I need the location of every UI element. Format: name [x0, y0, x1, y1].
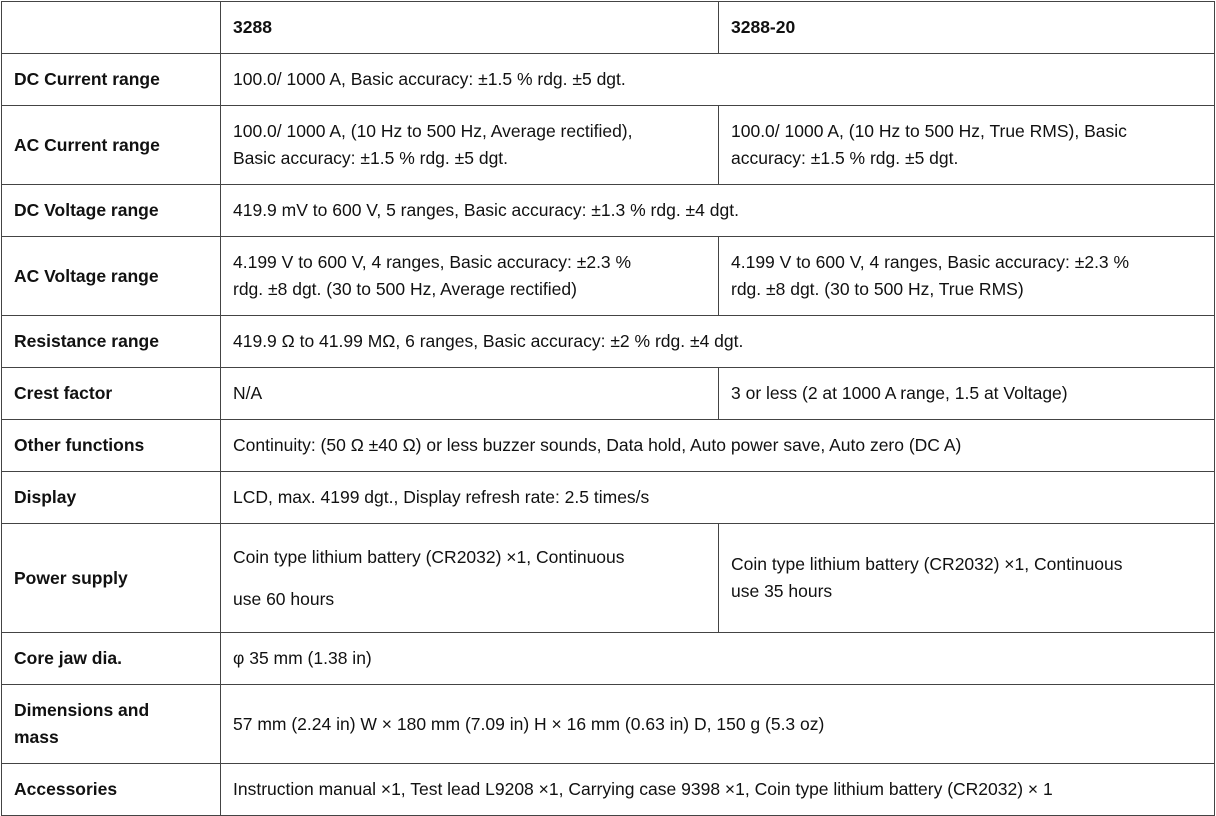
row-value-core-jaw: φ 35 mm (1.38 in) [221, 633, 1215, 685]
row-label-accessories: Accessories [2, 764, 221, 816]
header-model-3288: 3288 [221, 2, 719, 54]
row-label-resistance: Resistance range [2, 316, 221, 368]
ac-current-3288-line1: 100.0/ 1000 A, (10 Hz to 500 Hz, Average rectified), [233, 121, 633, 141]
table-header-row [2, 2, 1215, 54]
table-row-dimensions [2, 685, 1215, 764]
row-value-ac-voltage-3288-20 [719, 237, 1215, 316]
table-row-crest-factor [2, 368, 1215, 420]
row-label-ac-voltage: AC Voltage range [2, 237, 221, 316]
row-label-ac-current: AC Current range [2, 106, 221, 185]
table-row-other-functions [2, 420, 1215, 472]
ac-voltage-3288-line2: rdg. ±8 dgt. (30 to 500 Hz, Average rectified) [233, 279, 577, 299]
power-supply-3288-line2: use 60 hours [233, 589, 335, 609]
power-supply-3288-line1: Coin type lithium battery (CR2032) ×1, Continuous [233, 547, 625, 567]
table-row-dc-voltage [2, 185, 1215, 237]
table-row-ac-current [2, 106, 1215, 185]
row-value-dc-voltage: 419.9 mV to 600 V, 5 ranges, Basic accuracy: ±1.3 % rdg. ±4 dgt. [221, 185, 1215, 237]
row-value-crest-factor-3288: N/A [221, 368, 719, 420]
row-value-other-functions: Continuity: (50 Ω ±40 Ω) or less buzzer sounds, Data hold, Auto power save, Auto zero (DC A) [221, 420, 1215, 472]
row-value-accessories: Instruction manual ×1, Test lead L9208 ×1, Carrying case 9398 ×1, Coin type lithium battery (CR2032) × 1 [221, 764, 1215, 816]
row-value-resistance: 419.9 Ω to 41.99 MΩ, 6 ranges, Basic accuracy: ±2 % rdg. ±4 dgt. [221, 316, 1215, 368]
table-row-resistance [2, 316, 1215, 368]
table-row-power-supply [2, 524, 1215, 633]
row-label-other-functions: Other functions [2, 420, 221, 472]
ac-current-3288-line2: Basic accuracy: ±1.5 % rdg. ±5 dgt. [233, 148, 509, 168]
row-value-power-supply-3288 [221, 524, 719, 633]
row-value-display: LCD, max. 4199 dgt., Display refresh rate: 2.5 times/s [221, 472, 1215, 524]
row-value-power-supply-3288-20 [719, 524, 1215, 633]
dimensions-label-line2: mass [14, 727, 59, 747]
row-label-dc-current: DC Current range [2, 54, 221, 106]
row-label-dc-voltage: DC Voltage range [2, 185, 221, 237]
table-row-accessories [2, 764, 1215, 816]
ac-voltage-3288-20-line2: rdg. ±8 dgt. (30 to 500 Hz, True RMS) [731, 279, 1024, 299]
header-model-3288-20: 3288-20 [719, 2, 1215, 54]
row-label-display: Display [2, 472, 221, 524]
power-supply-3288-20-line1: Coin type lithium battery (CR2032) ×1, Continuous [731, 554, 1123, 574]
row-value-ac-current-3288-20 [719, 106, 1215, 185]
row-value-ac-current-3288 [221, 106, 719, 185]
dimensions-label-line1: Dimensions and [14, 700, 150, 720]
ac-voltage-3288-line1: 4.199 V to 600 V, 4 ranges, Basic accuracy: ±2.3 % [233, 252, 632, 272]
ac-voltage-3288-20-line1: 4.199 V to 600 V, 4 ranges, Basic accuracy: ±2.3 % [731, 252, 1130, 272]
ac-current-3288-20-line1: 100.0/ 1000 A, (10 Hz to 500 Hz, True RMS), Basic [731, 121, 1127, 141]
row-label-dimensions [2, 685, 221, 764]
row-value-dc-current: 100.0/ 1000 A, Basic accuracy: ±1.5 % rdg. ±5 dgt. [221, 54, 1215, 106]
row-label-core-jaw: Core jaw dia. [2, 633, 221, 685]
row-label-power-supply: Power supply [2, 524, 221, 633]
row-label-crest-factor: Crest factor [2, 368, 221, 420]
table-row-ac-voltage [2, 237, 1215, 316]
row-value-ac-voltage-3288 [221, 237, 719, 316]
header-empty-cell [2, 2, 221, 54]
table-row-dc-current [2, 54, 1215, 106]
row-value-crest-factor-3288-20: 3 or less (2 at 1000 A range, 1.5 at Voltage) [719, 368, 1215, 420]
table-row-core-jaw [2, 633, 1215, 685]
row-value-dimensions: 57 mm (2.24 in) W × 180 mm (7.09 in) H × 16 mm (0.63 in) D, 150 g (5.3 oz) [221, 685, 1215, 764]
power-supply-3288-20-line2: use 35 hours [731, 581, 833, 601]
spec-table [1, 1, 1215, 816]
table-row-display [2, 472, 1215, 524]
ac-current-3288-20-line2: accuracy: ±1.5 % rdg. ±5 dgt. [731, 148, 959, 168]
